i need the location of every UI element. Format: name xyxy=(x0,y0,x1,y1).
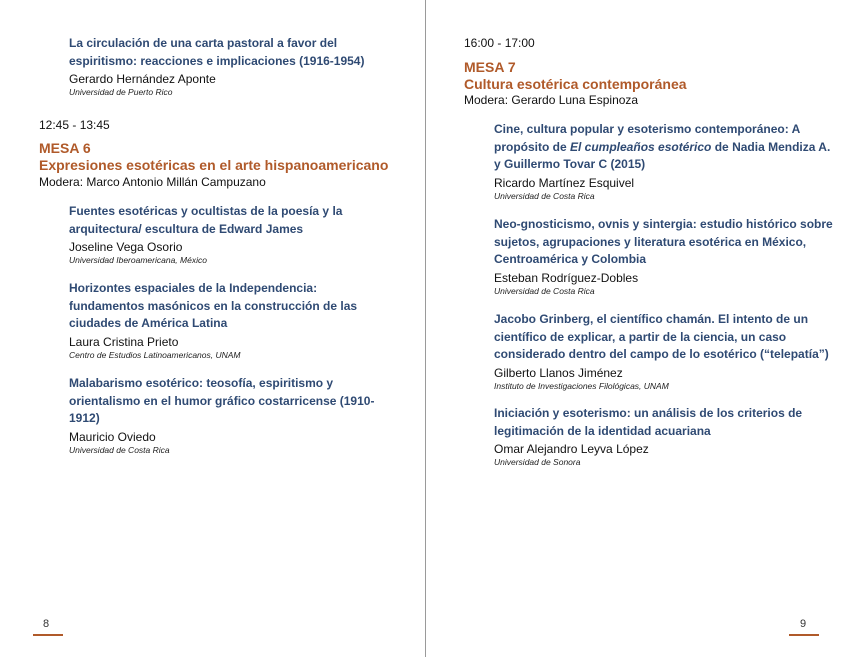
mesa-title: Cultura esotérica contemporánea xyxy=(464,76,687,92)
talk-item xyxy=(494,405,829,468)
talk-item xyxy=(69,375,389,456)
page-number: 8 xyxy=(43,618,50,630)
talk-affiliation: Centro de Estudios Latinoamericanos, UNAM xyxy=(69,349,241,360)
talk-title: Iniciación y esoterismo: un análisis de los criterios de legitimación de la identidad acuariana xyxy=(494,406,803,438)
talk-speaker: Gerardo Hernández Aponte xyxy=(69,72,216,86)
talk-affiliation: Universidad Iberoamericana, México xyxy=(69,255,207,265)
moderator: Modera: Gerardo Luna Espinoza xyxy=(464,93,639,107)
talk-affiliation: Instituto de Investigaciones Filológicas, UNAM xyxy=(494,380,669,391)
talk-item xyxy=(494,311,839,392)
talk-speaker: Esteban Rodríguez-Dobles xyxy=(494,270,639,285)
film-title: El cumpleaños esotérico xyxy=(570,139,712,154)
talk-affiliation: Universidad de Costa Rica xyxy=(69,444,170,455)
moderator: Modera: Marco Antonio Millán Campuzano xyxy=(39,175,266,189)
mesa-number: MESA 6 xyxy=(39,140,91,156)
talk-title: Fuentes esotéricas y ocultistas de la poesía y la arquitectura/ escultura de Edward James xyxy=(69,204,343,236)
talk-item xyxy=(69,35,389,98)
left-page xyxy=(0,0,425,657)
talk-speaker: Laura Cristina Prieto xyxy=(69,334,179,349)
talk-title xyxy=(494,121,834,174)
talk-speaker: Gilberto Llanos Jiménez xyxy=(494,365,623,380)
talk-item xyxy=(69,203,394,266)
talk-speaker: Joseline Vega Osorio xyxy=(69,240,183,254)
page-number: 9 xyxy=(800,618,807,630)
talk-speaker: Mauricio Oviedo xyxy=(69,429,156,444)
talk-affiliation: Universidad de Costa Rica xyxy=(494,190,595,201)
talk-item xyxy=(69,280,389,361)
talk-speaker: Ricardo Martínez Esquivel xyxy=(494,175,635,190)
talk-title: La circulación de una carta pastoral a favor del espiritismo: reacciones e implicaciones (1916-1954) xyxy=(69,36,365,68)
mesa-number: MESA 7 xyxy=(464,59,516,75)
talk-title: Malabarismo esotérico: teosofía, espiritismo y orientalismo en el humor gráfico costarricense (1910-1912) xyxy=(69,376,375,425)
talk-title: Jacobo Grinberg, el científico chamán. El intento de un científico de explicar, a partir de la ciencia, un caso considerado dentro del campo de lo esotérico (“telepatía”) xyxy=(494,312,829,361)
talk-title: Horizontes espaciales de la Independencia: fundamentos masónicos en la construcción de las ciudades de América Latina xyxy=(69,281,358,330)
mesa-title: Expresiones esotéricas en el arte hispanoamericano xyxy=(39,157,389,173)
session-time: 12:45 - 13:45 xyxy=(39,118,110,132)
page-number-rule xyxy=(33,634,63,636)
talk-affiliation: Universidad de Puerto Rico xyxy=(69,87,173,97)
talk-affiliation: Universidad de Sonora xyxy=(494,457,581,467)
talk-title-part: Cine, cultura popular y esoterismo contemporáneo: A propósito de xyxy=(494,122,800,154)
talk-title: Neo-gnosticismo, ovnis y sintergia: estudio histórico sobre sujetos, agrupaciones y literatura esotérica en México, Centroamérica y Colombia xyxy=(494,217,833,266)
talk-item xyxy=(494,216,834,297)
talk-speaker: Omar Alejandro Leyva López xyxy=(494,442,649,456)
session-time: 16:00 - 17:00 xyxy=(464,36,535,50)
talk-title-part: de Nadia Mendiza A. y Guillermo Tovar C (2015) xyxy=(494,139,831,171)
right-page xyxy=(426,0,851,657)
talk-affiliation: Universidad de Costa Rica xyxy=(494,285,595,296)
page-number-rule xyxy=(789,634,819,636)
talk-item xyxy=(494,121,834,202)
